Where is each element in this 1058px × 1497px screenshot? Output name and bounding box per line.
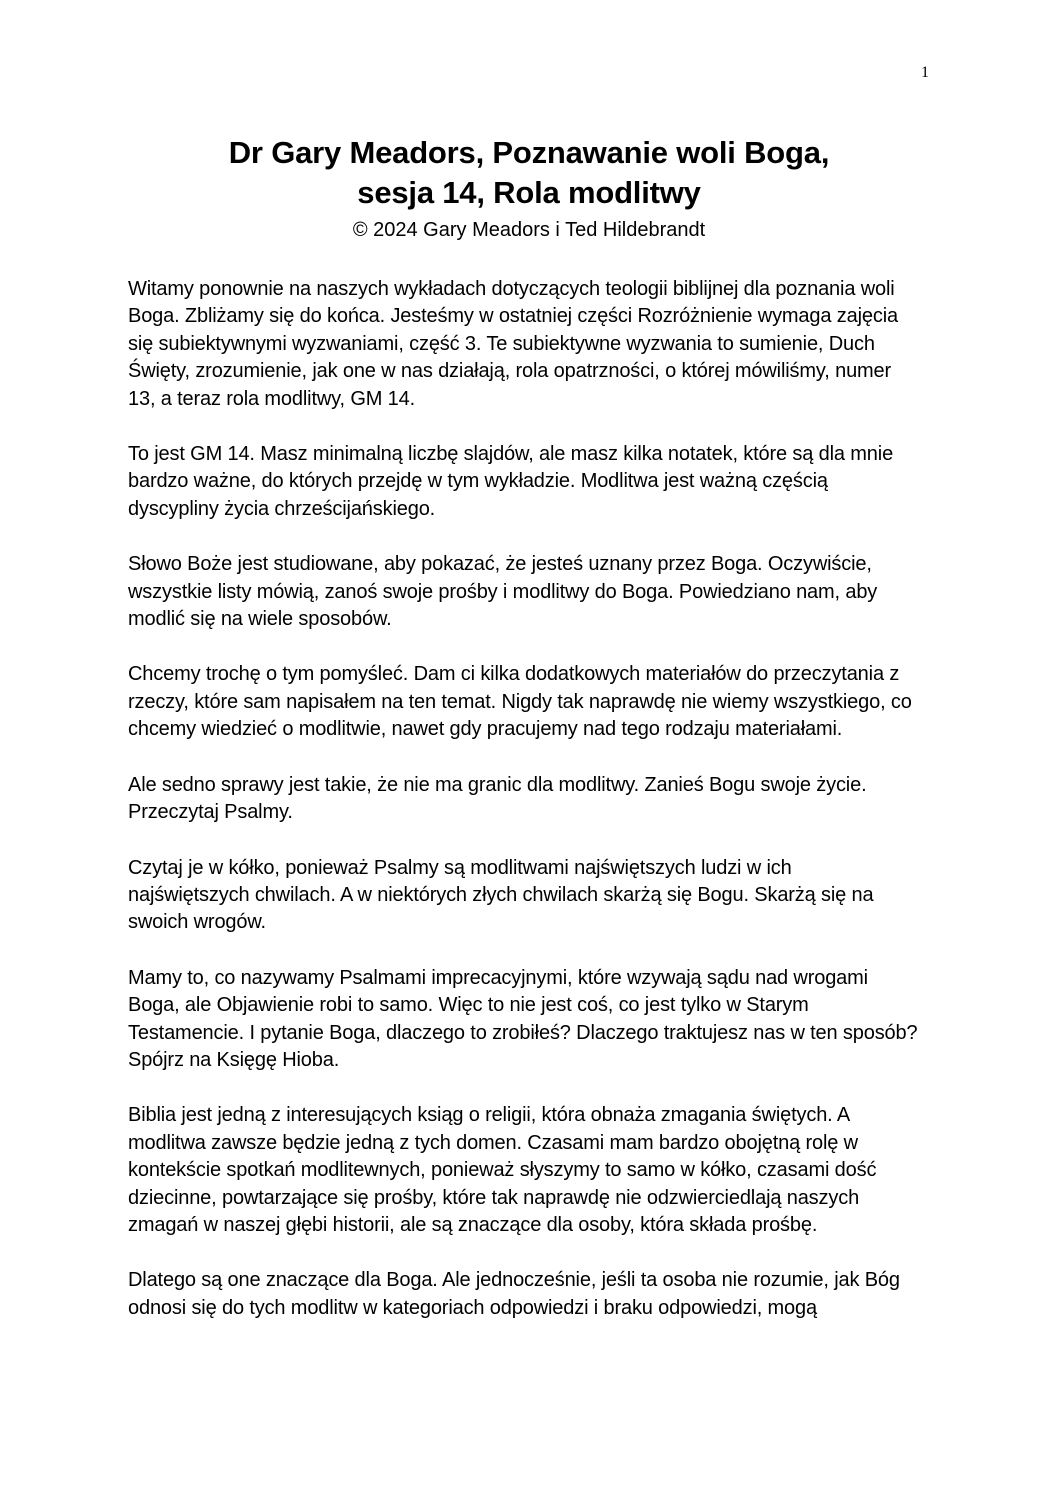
paragraph-2: To jest GM 14. Masz minimalną liczbę slajdów, ale masz kilka notatek, które są dla mnie bardzo ważne, do których przejdę w tym wykładzie. Modlitwa jest ważną częścią dyscypliny życia chrześcijańskiego.: [128, 443, 894, 520]
paragraph-3: Słowo Boże jest studiowane, aby pokazać, że jesteś uznany przez Boga. Oczywiście, wszystkie listy mówią, zanoś swoje prośby i modlitwy do Boga. Powiedziano nam, aby modlić się na wiele sposobów.: [128, 553, 878, 631]
copyright-notice: © 2024 Gary Meadors i Ted Hildebrandt: [352, 219, 706, 241]
page-number: 1: [921, 64, 929, 81]
title-block: [0, 133, 1058, 245]
paragraph-5: Ale sedno sprawy jest takie, że nie ma granic dla modlitwy. Zanieś Bogu swoje życie. Przeczytaj Psalmy.: [128, 773, 867, 824]
paragraph-6: Czytaj je w kółko, ponieważ Psalmy są modlitwami najświętszych ludzi w ich najświętszych chwilach. A w niektórych złych chwilach skarżą się Bogu. Skarżą się na swoich wrogów.: [128, 856, 874, 934]
document-title-line-2: sesja 14, Rola modlitwy: [357, 175, 701, 210]
document-title-line-1: Dr Gary Meadors, Poznawanie woli Boga,: [228, 135, 830, 170]
body-text: [128, 276, 918, 1350]
paragraph-4: Chcemy trochę o tym pomyśleć. Dam ci kilka dodatkowych materiałów do przeczytania z rzeczy, które sam napisałem na ten temat. Nigdy tak naprawdę nie wiemy wszystkiego, co chcemy wiedzieć o modlitwie, nawet gdy pracujemy nad tego rodzaju materiałami.: [128, 663, 912, 741]
paragraph-1: Witamy ponownie na naszych wykładach dotyczących teologii biblijnej dla poznania woli Boga. Zbliżamy się do końca. Jesteśmy w ostatniej części Rozróżnienie wymaga zajęcia się subiektywnymi wyzwaniami, część 3. Te subiektywne wyzwania to sumienie, Duch Święty, zrozumienie, jak one w nas działają, rola opatrzności, o której mówiliśmy, numer 13, a teraz rola modlitwy, GM 14.: [128, 278, 898, 410]
paragraph-8: Biblia jest jedną z interesujących ksiąg o religii, która obnaża zmagania świętych. A modlitwa zawsze będzie jedną z tych domen. Czasami mam bardzo obojętną rolę w kontekście spotkań modlitewnych, ponieważ słyszymy to samo w kółko, czasami dość dziecinne, powtarzające się prośby, które tak naprawdę nie odzwierciedlają naszych zmagań w naszej głębi historii, ale są znaczące dla osoby, która składa prośbę.: [128, 1104, 877, 1236]
paragraph-9: Dlatego są one znaczące dla Boga. Ale jednocześnie, jeśli ta osoba nie rozumie, jak Bóg odnosi się do tych modlitw w kategoriach odpowiedzi i braku odpowiedzi, mogą: [128, 1269, 900, 1319]
paragraph-7: Mamy to, co nazywamy Psalmami imprecacyjnymi, które wzywają sądu nad wrogami Boga, ale Objawienie robi to samo. Więc to nie jest coś, co jest tylko w Starym Testamencie. I pytanie Boga, dlaczego to zrobiłeś? Dlaczego traktujesz nas w ten sposób? Spójrz na Księgę Hioba.: [128, 966, 918, 1071]
